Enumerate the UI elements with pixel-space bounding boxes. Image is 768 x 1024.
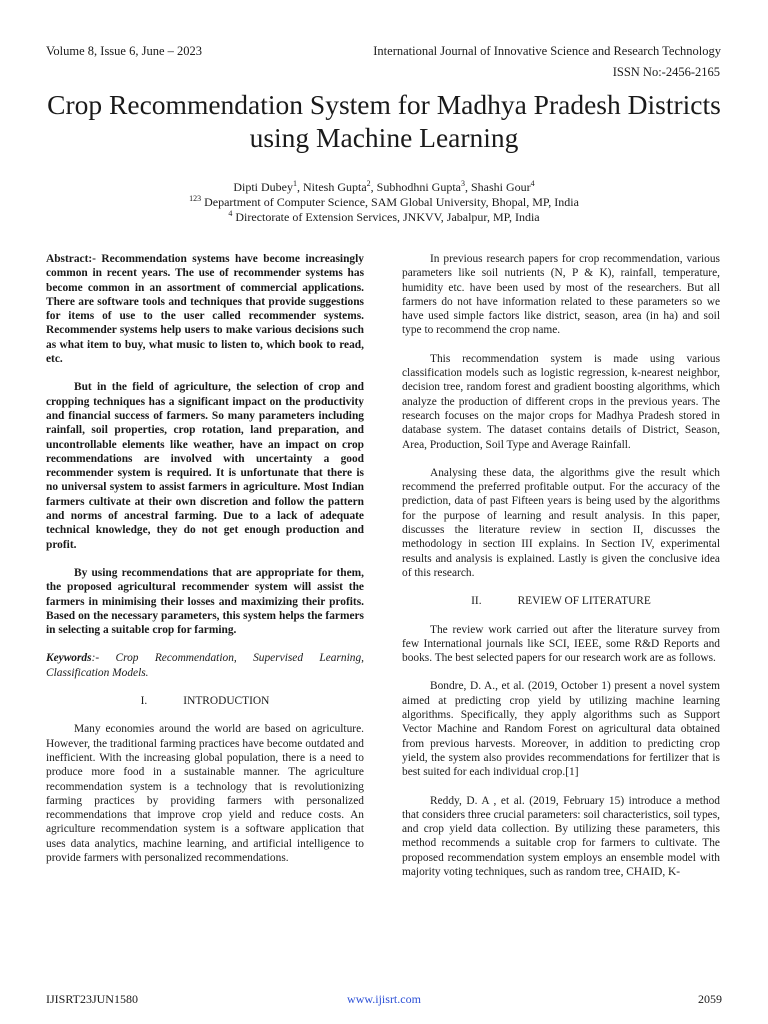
body-paragraph: Reddy, D. A , et al. (2019, February 15) introduce a method that considers three crucial parameters: soil characteristics, soil types, and crop yield data collection. By utilizing these parameters, this method recommends a suitable crop for farmers to cultivate. The proposed recommendation system employs an ensemble model with majority voting techniques, such as random tree, CHAID, K- bbox=[402, 794, 720, 878]
abstract-label: Abstract:- bbox=[46, 253, 96, 265]
section-heading-introduction bbox=[46, 694, 364, 708]
author-sup: 4 bbox=[530, 179, 535, 188]
author-name: Shashi Gour bbox=[471, 180, 531, 194]
affiliation-text: Directorate of Extension Services, JNKVV, Jabalpur, MP, India bbox=[235, 210, 540, 224]
intro-paragraph: Many economies around the world are based on agriculture. However, the traditional farming practices have become outdated and inefficient. With the increasing global population, there is a need to produce more food in a sustainable manner. The agriculture recommendation system is a technology that is revolutionizing farming practices by providing farmers with personalized recommendations that improve crop yield and reduce costs. An agriculture recommendation system is a software application that uses data analytics, machine learning, and artificial intelligence to provide farmers with personalized recommendations. bbox=[46, 723, 364, 864]
author-name: Nitesh Gupta bbox=[303, 180, 367, 194]
website-link[interactable]: www.ijisrt.com bbox=[347, 992, 421, 1006]
affiliation-text: Department of Computer Science, SAM Global University, Bhopal, MP, India bbox=[204, 195, 579, 209]
section-title: INTRODUCTION bbox=[183, 695, 270, 708]
author-names: Dipti Dubey$^1$, Nitesh Gupta$^2$, Subhodhni Gupta$^3$, Shashi Gour$^4$ bbox=[233, 179, 535, 194]
abstract-paragraph bbox=[46, 252, 364, 366]
abstract-paragraph-3: By using recommendations that are appropriate for them, the proposed agricultural recommender system will assist the farmers in minimising their losses and maximizing their profits. Based on the necessary parameters, this system helps the farmers in selecting a suitable crop for farming. bbox=[46, 566, 364, 637]
body-paragraph: This recommendation system is made using various classification models such as logistic regression, k-nearest neighbor, decision tree, random forest and gradient boosting algorithms, which analyze the production of different crops in the previous years. The research focuses on the major crops for Madhya Pradesh stored in database system. The dataset contains details of District, Season, Area, Production, Soil Type and Average Rainfall. bbox=[402, 352, 720, 451]
body-paragraph: In previous research papers for crop recommendation, various parameters like soil nutrients (N, P & K), rainfall, temperature, humidity etc. have been used by most of the researchers. But all farmers do not have information related to these parameters so we have used simple factors like district, season, area (in ha) and soil type to recommend the crop name. bbox=[402, 253, 720, 337]
section-number: I. bbox=[140, 695, 148, 708]
volume-info: Volume 8, Issue 6, June – 2023 bbox=[46, 44, 203, 58]
author-name: Subhodhni Gupta bbox=[376, 180, 461, 194]
left-column bbox=[46, 252, 364, 879]
author-block bbox=[0, 180, 768, 225]
affiliation-2 bbox=[0, 210, 768, 225]
keywords-label: Keywords bbox=[46, 652, 92, 665]
section-number: II. bbox=[471, 595, 482, 608]
body-paragraph: Bondre, D. A., et al. (2019, October 1) present a novel system aimed at predicting crop yield by utilizing machine learning algorithms. Specifically, they apply algorithms such as Support Vector Machine and Random Forest on agricultural data obtained from previous harvests. Moreover, in addition to predicting crop yield, the system also provides recommendations for fertilizer that is best suited for each individual crop.[1] bbox=[402, 680, 720, 779]
author-sup: 1 bbox=[293, 179, 297, 188]
affiliation-sup: 4 bbox=[228, 209, 233, 218]
affiliation-sup: 123 bbox=[189, 194, 202, 203]
body-paragraph: Analysing these data, the algorithms give the result which recommend the preferred profitable output. For the accuracy of the prediction, data of past Fifteen years is being used by the algorithms for the purpose of learning and result analysis. In this paper, discusses the literature review in section II, discusses the methodology in section III explains. In Section IV, experimental results and analysis is explained. Lastly is given the conclusive idea of this research. bbox=[402, 466, 720, 579]
journal-name: International Journal of Innovative Science and Research Technology bbox=[373, 44, 721, 58]
section-title: REVIEW OF LITERATURE bbox=[517, 595, 651, 608]
author-sup: 3 bbox=[461, 179, 465, 188]
paper-title: Crop Recommendation System for Madhya Pradesh Districts using Machine Learning bbox=[47, 89, 721, 153]
body-paragraph: The review work carried out after the literature survey from few International journals like SCI, IEEE, some R&D Reports and books. The best selected papers for our research work are as follows. bbox=[402, 623, 720, 665]
affiliation-1 bbox=[0, 195, 768, 210]
section-heading-review bbox=[402, 594, 720, 608]
author-name: Dipti Dubey bbox=[233, 180, 293, 194]
keywords bbox=[46, 651, 364, 680]
page-number: 2059 bbox=[698, 992, 722, 1006]
abstract-text: Recommendation systems have become increasingly common in recent years. The use of recommender systems has become common in an assortment of commercial applications. There are software tools and techniques that provide suggestions for items of use to the user called recommender systems. Recommender systems help users to make various decisions such as what item to buy, what music to listen to, which book to read, etc. bbox=[46, 253, 364, 366]
issn: ISSN No:-2456-2165 bbox=[612, 65, 720, 79]
paper-code: IJISRT23JUN1580 bbox=[46, 992, 138, 1006]
abstract-paragraph-2: But in the field of agriculture, the selection of crop and cropping techniques has a significant impact on the productivity and financial success of farmers. So many parameters including rainfall, soil properties, crop rotation, land preparation, and uncontrollable elements like weather, have an impact on crop recommendations are involved with uncertainty a good recommender system is required. It is unfortunate that there is no universal system to assist farmers in agriculture. Most Indian farmers cultivate at their own discretion and follow the pattern and norms of ancestral farming. Due to a lack of adequate technical knowledge, they do not get enough production and profit. bbox=[46, 381, 364, 551]
right-column bbox=[402, 252, 720, 893]
author-sup: 2 bbox=[366, 179, 371, 188]
keywords-text: :- Crop Recommendation, Supervised Learning, Classification Models. bbox=[46, 652, 364, 679]
